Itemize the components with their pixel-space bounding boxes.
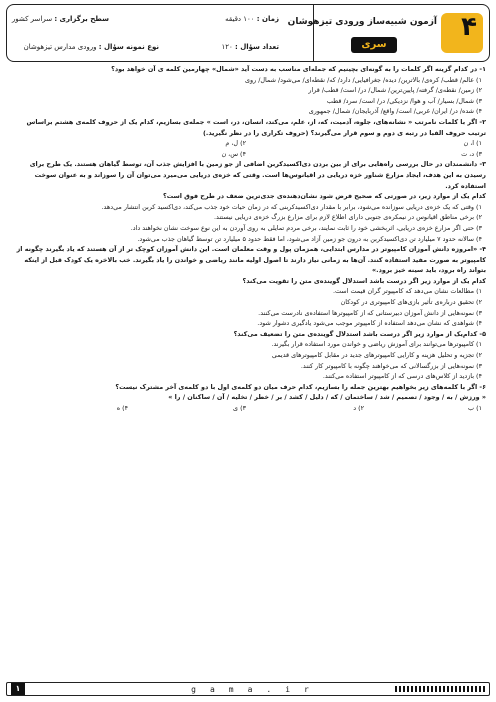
option-3[interactable]: ۳) ی (233, 404, 246, 412)
exam-header (6, 4, 490, 62)
footer-decoration (395, 686, 485, 692)
option-2[interactable]: ۲) د (353, 404, 364, 412)
option-2[interactable]: ۲) زمین/ نقطه‌ی/ گرفته/ پایین‌ترین/ شمال/ در/ است/ قطب/ قرار (308, 86, 482, 95)
option-1[interactable]: ۱) کامپیوترها می‌توانند برای آموزش ریاضی و خواندن مورد استفاده قرار بگیرند. (271, 340, 482, 349)
options-row (10, 149, 486, 160)
option-1[interactable]: ۱) وقتی که یک خزه‌ی دریایی سوزانده می‌شود، برابر با مقدار دی‌اکسیدکربنی که در زمان حیات خود جذب می‌کند، دی‌اکسید کربن انتشار می‌دهد. (101, 202, 482, 211)
page-number: ۱ (11, 683, 25, 695)
option-4[interactable]: ۴) شده/ در/ ایران/ غربی/ است/ واقع/ آذربایجان/ شمال/ جمهوری (308, 107, 482, 116)
option-3[interactable]: ۳) شمال/ بسیار/ آب و هوا/ نزدیکی/ در/ است/ سرد/ قطب (326, 96, 482, 105)
option-1[interactable]: ۱) عالم/ قطب/ کره‌ی/ بالاترین/ دیده/ جغرافیایی/ دارد/ که/ نقطه‌ای/ می‌شود/ شمال/ روی (244, 75, 482, 84)
option-4[interactable]: ۴) سالانه حدود ۷ میلیارد تن دی‌اکسیدکربن به درون جو زمین آزاد می‌شود، اما فقط حدود ۵ میلیارد تن توسط گیاهان جذب می‌شود. (137, 234, 482, 243)
type-label: نوع نمونه سؤال : (98, 43, 159, 51)
option-4[interactable]: ۴) بازدید از کلاس‌های درسی که از کامپیوتر استفاده می‌کنند. (322, 372, 482, 381)
option-2[interactable]: ۲) تجزیه و تحلیل هزینه و کارایی کامپیوترهای جدید در مقابل کامپیوترهای قدیمی (271, 351, 482, 360)
level-info (12, 15, 109, 23)
question-text: کدام یک از موارد زیر اگر درست باشد استدلال گوینده‌ی متن را تقویت می‌کند؟ (242, 276, 486, 285)
brand-title: آزمون شبیه‌ساز ورودی تیزهوشان (287, 17, 437, 27)
option-2[interactable]: ۲) ل، م (225, 139, 246, 148)
question-6 (10, 382, 486, 414)
question-5 (10, 329, 486, 382)
option-4[interactable]: ۴) س، ن (221, 149, 246, 158)
footer-site: gama.ir (191, 685, 323, 694)
question-3 (10, 159, 486, 244)
option-4[interactable]: ۴) ه (116, 404, 128, 412)
option-1[interactable]: ۱) مطالعات نشان می‌دهد که کامپیوتر گران قیمت است. (333, 287, 482, 296)
option-1[interactable]: ۱) ا، ن (463, 139, 482, 148)
time-info (225, 15, 279, 23)
question-text: ۲- اگر با کلمات نامرتب « نشانه‌های، جلوه، آدمیت، که، از، علم، می‌کند، انسان، در، است » جمله‌ی بسازیم، کدام یک از حروف کلمه‌ی هشتم براساس ترتیب حروف الفبا در رتبه ی دوم و سوم قرار می‌گیرند؟ (حروف تکراری را در نظر نگیرید.) (26, 117, 486, 137)
question-passage: ۴- «امروزه دانش آموزان کامپیوتر در مدارس ابتدایی، همزمان پول و وقت معلمان است. این دانش آموزان کوچک تر از آن هستند که یاد بگیرند چگونه از کامپیوتر به صورت مفید استفاده کنند. آن‌ها به زمانی نیاز دارند تا اصول اولیه مانند ریاضی و خواندن را یاد بگیرند. خب بالاخره یک کودک قبل از اینکه بتواند راه برود، باید سینه خیز برود.» (16, 245, 486, 275)
page-footer (6, 682, 490, 696)
option-3[interactable]: ۳) د، ت (461, 149, 482, 158)
option-1[interactable]: ۱) ب (468, 404, 482, 412)
question-text: ۱- در کدام گزینه اگر کلمات را به گونه‌ای بچینیم که جمله‌ای مناسب به دست آید «شمال» چهارمین کلمه ی آن خواهد بود؟ (111, 65, 486, 73)
time-label: زمان : (256, 15, 279, 23)
option-3[interactable]: ۳) حتی اگر مزارع خزه‌ی دریایی، اثربخشی خود را ثابت نمایند، برخی مردم تمایلی به روی آوردن به این نوع سوخت نشان نخواهند داد. (130, 223, 482, 232)
question-text: کدام یک از موارد زیر، در صورتی که صحیح فرض شود نشان‌دهنده‌ی جدی‌ترین ضعف در طرح فوق است؟ (163, 192, 486, 201)
count-info (221, 43, 279, 51)
brand-number: ۴ (461, 12, 477, 42)
question-words: « ورزش / به / وجود / تصمیم / شد / ساختمان / که / دلیل / کشد / بر / خطر / تخلیه / آن / ساکنان / را » (168, 393, 486, 402)
count-label: تعداد سؤال : (234, 43, 279, 51)
option-2[interactable]: ۲) برخی مناطق اقیانوس در نیمکره‌ی جنوبی دارای اطلاع لازم برای مزارع بزرگ خزه‌ی دریایی نیستند. (213, 213, 482, 222)
question-1 (10, 64, 486, 117)
questions-content (10, 64, 486, 414)
level-label: سطح برگزاری : (54, 15, 109, 23)
question-2 (10, 117, 486, 159)
option-2[interactable]: ۲) تحقیق درباره‌ی تأثیر بازی‌های کامپیوتری در کودکان (340, 298, 482, 307)
options-row (10, 138, 486, 149)
option-3[interactable]: ۳) نمونه‌هایی از دانش آموزان دبیرستانی که از کامپیوترها استفاده‌ی نادرست می‌کنند. (258, 308, 482, 317)
question-text: ۶- اگر با کلمه‌های زیر بخواهیم بهترین جمله را بسازیم، کدام حرف میان دو کلمه‌ی اول با دو کلمه‌ی آخر مشترک نیست؟ (115, 382, 486, 391)
time-value: ۱۰۰ دقیقه (225, 15, 255, 23)
type-info (24, 43, 159, 51)
options-row (10, 403, 486, 414)
option-3[interactable]: ۳) نمونه‌هایی از بزرگسالانی که می‌خواهند چگونه با کامپیوتر کار کنند. (300, 361, 482, 370)
brand-block (287, 5, 489, 61)
question-text: ۵- کدام‌یک از موارد زیر اگر درست باشد استدلال گوینده‌ی متن را تضعیف می‌کند؟ (233, 329, 486, 338)
question-4 (10, 244, 486, 329)
series-label: سری (351, 37, 397, 53)
level-value: سراسر کشور (11, 15, 53, 23)
count-value: ۱۲۰ (221, 43, 233, 51)
option-4[interactable]: ۴) شواهدی که نشان می‌دهد استفاده از کامپیوتر موجب می‌شود یادگیری دشوار شود. (257, 319, 482, 328)
type-value: ورودی مدارس تیزهوشان (23, 43, 97, 51)
question-passage: ۳- دانشمندان در حال بررسی راه‌هایی برای از بین بردن دی‌اکسیدکربن اضافی از جو زمین با افزایش جذب آن، توسط گیاهان هستند. یک طرح برای رسیدن به این هدف، ایجاد مزارع شناور خزه دریایی در اقیانوس‌ها است. وقتی که خزه‌ی دریایی می‌میرد می‌توان آن را سوزاند و به عنوان سوخت استفاده کرد. (29, 160, 486, 190)
